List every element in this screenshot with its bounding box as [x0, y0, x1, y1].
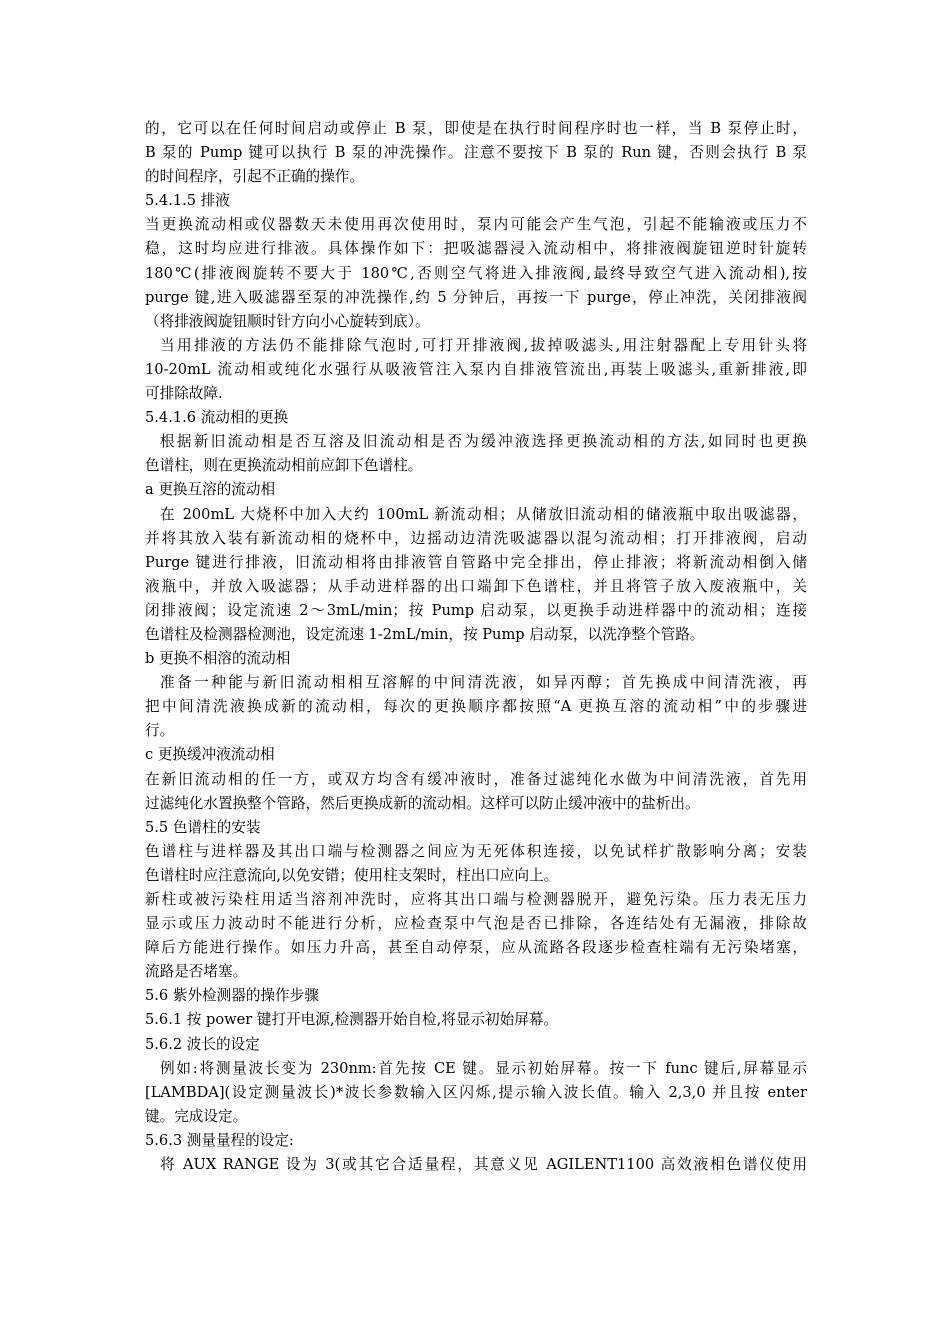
- section-heading-line: b 更换不相溶的流动相: [145, 650, 291, 668]
- text-line: 色谱柱与进样器及其出口端与检测器之间应为无死体积连接，以免试样扩散影响分离；安装: [145, 842, 807, 860]
- text-line: 180℃(排液阀旋转不要大于 180℃,否则空气将进入排液阀,最终导致空气进入流动相),按: [145, 264, 807, 282]
- section-heading-line: 5.6.3 测量量程的设定:: [145, 1131, 294, 1149]
- section-heading-line: a 更换互溶的流动相: [145, 481, 276, 499]
- document-body: [145, 117, 807, 1177]
- text-line: 色谱柱及检测器检测池，设定流速 1-2mL/min，按 Pump 启动泵，以洗净整个管路。: [145, 625, 705, 643]
- text-line: 色谱柱时应注意流向,以免安错；使用柱支架时，柱出口应向上。: [145, 866, 559, 884]
- text-line: 的，它可以在任何时间启动或停止 B 泵，即使是在执行时间程序时也一样，当 B 泵停止时，: [145, 120, 807, 137]
- section-heading-line: 5.6.1 按 power 键打开电源,检测器开始自检,将显示初始屏幕。: [145, 1011, 559, 1029]
- section-heading-line: 5.4.1.6 流动相的更换: [145, 409, 289, 427]
- text-line: 键。完成设定。: [145, 1107, 248, 1125]
- text-line: 并将其放入装有新流动相的烧杯中，边摇动边清洗吸滤器以混匀流动相；打开排液阀，启动: [145, 529, 807, 547]
- text-line: 障后方能进行操作。如压力升高，甚至自动停泵，应从流路各段逐步检查柱端有无污染堵塞，: [145, 939, 807, 957]
- text-line: 当用排液的方法仍不能排除气泡时,可打开排液阀,拔掉吸滤头,用注射器配上专用针头将: [160, 336, 807, 354]
- text-line: 稳，这时均应进行排液。具体操作如下：把吸滤器浸入流动相中，将排液阀旋钮逆时针旋转: [145, 240, 807, 258]
- text-line: 可排除故障.: [145, 385, 223, 403]
- text-line: 10-20mL 流动相或纯化水强行从吸液管注入泵内自排液管流出,再装上吸滤头,重新排液,即: [145, 360, 807, 378]
- text-line: 显示或压力波动时不能进行分析，应检查泵中气泡是否已排除，各连结处有无漏液，排除故: [145, 915, 807, 933]
- text-line: 例如:将测量波长变为 230nm:首先按 CE 键。显示初始屏幕。按一下 func 键后,屏幕显示: [160, 1059, 807, 1077]
- text-line: Purge 键进行排液，旧流动相将由排液管自管路中完全排出，停止排液；将新流动相倒入储: [145, 553, 807, 571]
- text-line: 在新旧流动相的任一方，或双方均含有缓冲液时，准备过滤纯化水做为中间清洗液，首先用: [145, 770, 807, 788]
- text-line: 新柱或被污染柱用适当溶剂冲洗时，应将其出口端与检测器脱开，避免污染。压力表无压力: [145, 891, 807, 908]
- section-heading-line: 5.6.2 波长的设定: [145, 1035, 260, 1053]
- section-heading-line: 5.5 色谱柱的安装: [145, 818, 261, 836]
- text-line: 根据新旧流动相是否互溶及旧流动相是否为缓冲液选择更换流动相的方法,如同时也更换: [160, 433, 807, 451]
- text-line: B 泵的 Pump 键可以执行 B 泵的冲洗操作。注意不要按下 B 泵的 Run 键，否则会执行 B 泵: [145, 144, 807, 162]
- text-line: 将 AUX RANGE 设为 3(或其它合适量程，其意义见 AGILENT1100 高效液相色谱仪使用: [160, 1156, 807, 1174]
- text-line: 把中间清洗液换成新的流动相，每次的更换顺序都按照“A 更换互溶的流动相”中的步骤进: [145, 698, 807, 716]
- text-line: purge 键,进入吸滤器至泵的冲洗操作,约 5 分钟后，再按一下 purge，停止冲洗，关闭排液阀: [145, 288, 807, 306]
- text-line: 液瓶中，并放入吸滤器；从手动进样器的出口端卸下色谱柱，并且将管子放入废液瓶中，关: [145, 577, 807, 595]
- text-line: （将排液阀旋钮顺时针方向小心旋转到底）。: [145, 312, 430, 330]
- text-line: 色谱柱，则在更换流动相前应卸下色谱柱。: [145, 457, 423, 475]
- text-line: 准备一种能与新旧流动相相互溶解的中间清洗液，如异丙醇；首先换成中间清洗液，再: [160, 674, 807, 692]
- section-heading-line: 5.4.1.5 排液: [145, 192, 230, 210]
- section-heading-line: c 更换缓冲液流动相: [145, 746, 275, 764]
- section-heading-line: 5.6 紫外检测器的操作步骤: [145, 987, 319, 1005]
- text-line: [LAMBDA](设定测量波长)*波长参数输入区闪烁,提示输入波长值。输入 2,3,0 并且按 enter: [145, 1083, 807, 1101]
- text-line: 流路是否堵塞。: [145, 963, 248, 981]
- text-line: 过滤纯化水置换整个管路，然后更换成新的流动相。这样可以防止缓冲液中的盐析出。: [145, 794, 700, 812]
- text-line: 行。: [145, 722, 175, 740]
- text-line: 闭排液阀；设定流速 2～3mL/min；按 Pump 启动泵，以更换手动进样器中的流动相；连接: [145, 601, 807, 619]
- text-line: 的时间程序，引起不正确的操作。: [145, 168, 364, 186]
- text-line: 在 200mL 大烧杯中加入大约 100mL 新流动相；从储放旧流动相的储液瓶中取出吸滤器，: [160, 505, 807, 523]
- text-line: 当更换流动相或仪器数天未使用再次使用时，泵内可能会产生气泡，引起不能输液或压力不: [145, 216, 807, 234]
